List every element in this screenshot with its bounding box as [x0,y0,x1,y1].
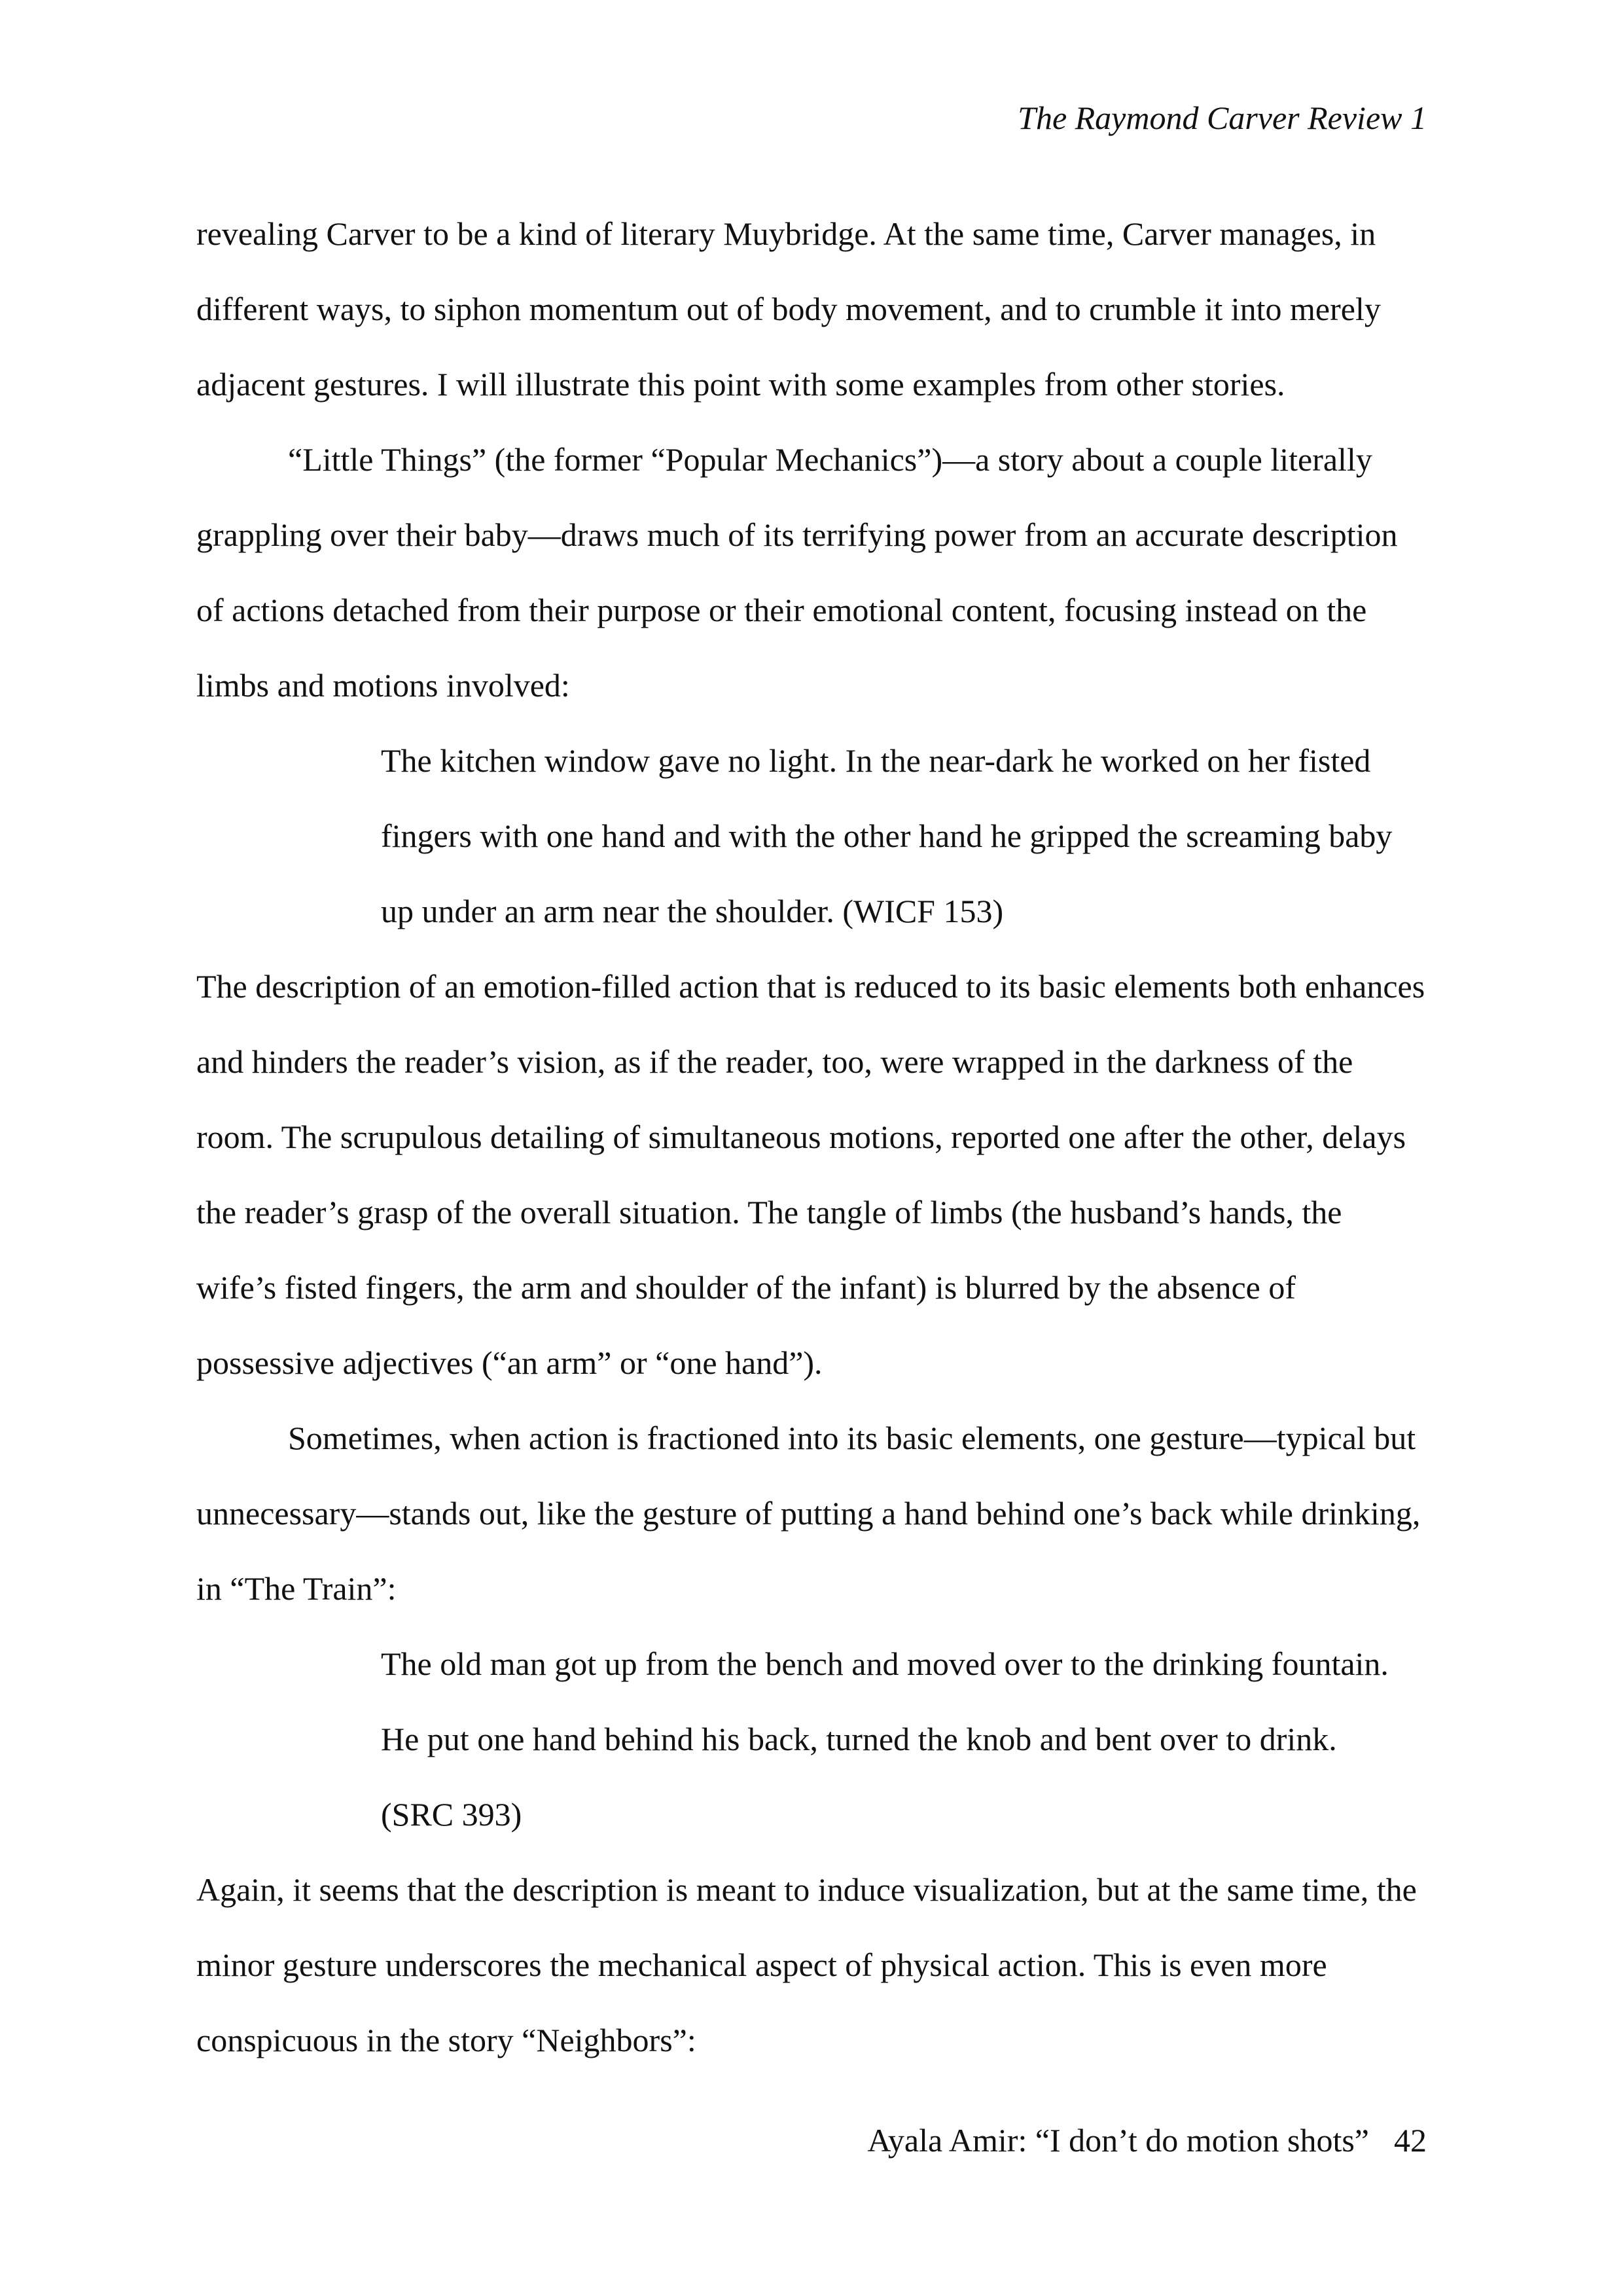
article-body [196,196,1446,2078]
text-line: and hinders the reader’s vision, as if the reader, too, were wrapped in the darkness of the [196,1043,1353,1080]
running-head: The Raymond Carver Review 1 [1018,99,1427,136]
quote-line: The kitchen window gave no light. In the near-dark he worked on her fisted [381,742,1371,779]
block-quote-little-things [196,723,1446,949]
quote-line: (SRC 393) [381,1796,522,1833]
paragraph-5 [196,1852,1446,2078]
text-line: possessive adjectives (“an arm” or “one hand”). [196,1344,823,1381]
quote-line: fingers with one hand and with the other hand he gripped the screaming baby [381,817,1393,854]
text-line: minor gesture underscores the mechanical aspect of physical action. This is even more [196,1946,1327,1983]
text-line: The description of an emotion-filled action that is reduced to its basic elements both enhances [196,968,1425,1005]
block-quote-the-train [196,1626,1446,1852]
text-line: unnecessary—stands out, like the gesture of putting a hand behind one’s back while drinking, [196,1495,1421,1532]
text-line: conspicuous in the story “Neighbors”: [196,2022,696,2058]
footer-author-title: Ayala Amir: “I don’t do motion shots” [867,2122,1369,2159]
quote-line: up under an arm near the shoulder. (WICF 153) [381,893,1004,929]
text-line: Sometimes, when action is fractioned into its basic elements, one gesture—typical but [288,1420,1416,1456]
text-line: revealing Carver to be a kind of literary Muybridge. At the same time, Carver manages, in [196,215,1376,252]
paragraph-2 [196,422,1446,723]
page-footer [867,2121,1427,2160]
text-line: “Little Things” (the former “Popular Mechanics”)—a story about a couple literally [288,441,1372,478]
text-line: Again, it seems that the description is meant to induce visualization, but at the same time, the [196,1871,1417,1908]
paragraph-4 [196,1401,1446,1626]
text-line: grappling over their baby—draws much of its terrifying power from an accurate description [196,516,1398,553]
text-line: limbs and motions involved: [196,667,570,704]
text-line: in “The Train”: [196,1570,397,1607]
quote-line: The old man got up from the bench and moved over to the drinking fountain. [381,1645,1389,1682]
paragraph-1 [196,196,1446,422]
page-number: 42 [1394,2122,1427,2159]
quote-line: He put one hand behind his back, turned the knob and bent over to drink. [381,1721,1337,1757]
text-line: different ways, to siphon momentum out of body movement, and to crumble it into merely [196,291,1381,327]
text-line: wife’s fisted fingers, the arm and shoulder of the infant) is blurred by the absence of [196,1269,1296,1306]
text-line: adjacent gestures. I will illustrate this point with some examples from other stories. [196,366,1285,403]
text-line: room. The scrupulous detailing of simultaneous motions, reported one after the other, delays [196,1119,1406,1155]
text-line: of actions detached from their purpose or their emotional content, focusing instead on the [196,592,1367,628]
paragraph-3 [196,949,1446,1401]
text-line: the reader’s grasp of the overall situation. The tangle of limbs (the husband’s hands, the [196,1194,1342,1230]
